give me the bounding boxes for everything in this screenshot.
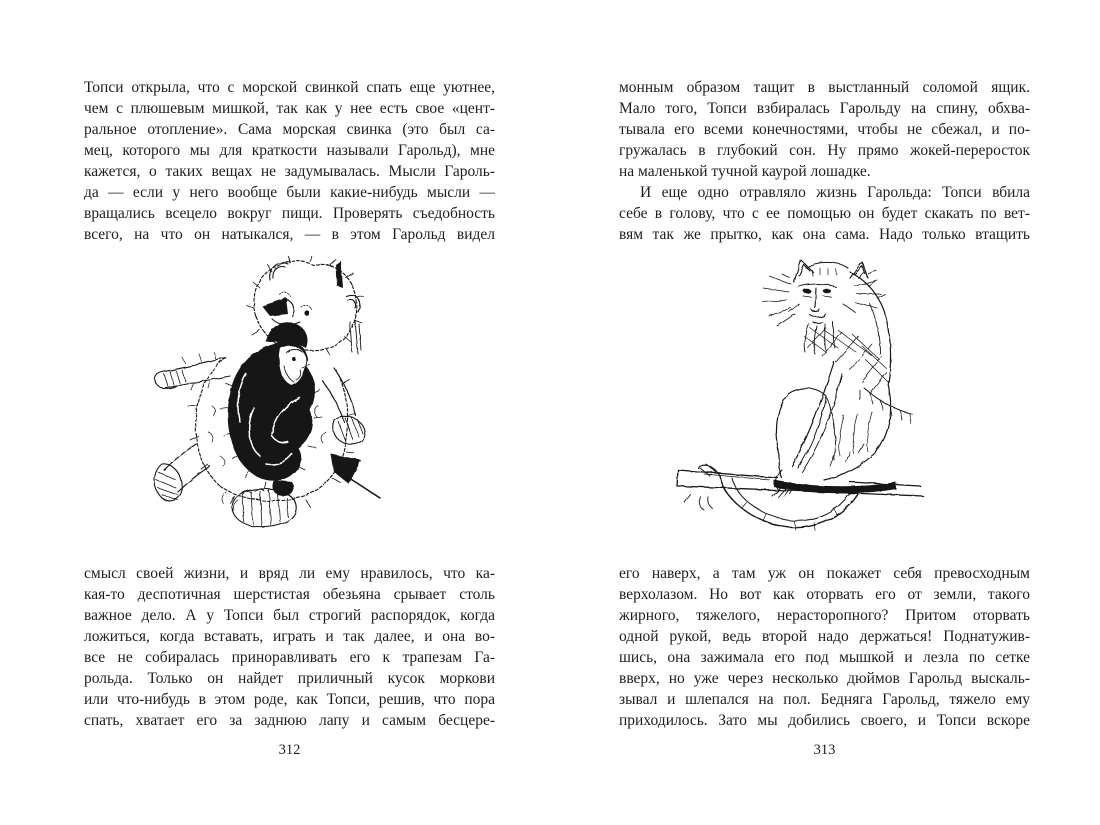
text-line: Топси открыла, что с морской свинкой спать еще уютнее, <box>84 79 495 96</box>
text-line: важное дело. А у Топси был строгий распорядок, когда <box>84 607 495 624</box>
illustration-monkey-teddy <box>150 256 384 540</box>
monkey-teddy-drawing <box>150 256 384 540</box>
text-line: чем с плюшевым мишкой, так как у нее есть свое «цент- <box>84 100 495 117</box>
sleeping-monkey-drawing <box>220 322 322 496</box>
text-line: верхолазом. Но вот как оторвать его от земли, такого <box>619 586 1030 603</box>
text-line: ложиться, когда вставать, играть и так далее, и она во- <box>84 628 495 645</box>
text-line: вверх, но уже через несколько дюймов Гарольд выскаль- <box>619 670 1030 687</box>
right-page-number: 313 <box>813 742 836 758</box>
text-line: гружалась в глубокий сон. Ну прямо жокей-переросток <box>619 142 1030 159</box>
text-line: ральное отопление». Сама морская свинка (это был са- <box>84 121 495 138</box>
text-line: жирного, тяжелого, нерасторопного? Притом оторвать <box>619 607 1030 624</box>
text-line: вям так же прытко, как она сама. Надо только втащить <box>619 226 1030 243</box>
text-line: зывал и шлепался на пол. Бедняга Гарольд, тяжело ему <box>619 691 1030 708</box>
sitting-monkey-drawing <box>698 260 912 530</box>
text-line: или что-нибудь в этом роде, как Топси, решив, что пора <box>84 691 495 708</box>
left-bottom-paragraph <box>84 563 495 731</box>
text-line: кая-то деспотичная шерстистая обезьяна срывает столь <box>84 586 495 603</box>
text-line: тывала его всеми конечностями, чтобы не сбежал, и по- <box>619 121 1030 138</box>
text-line: все не собиралась приноравливать его к трапезам Га- <box>84 649 495 666</box>
text-line: его наверх, а там уж он покажет себя превосходным <box>619 565 1030 582</box>
text-line: приходилось. Зато мы добились своего, и Топси вскоре <box>619 712 1030 729</box>
text-line: вращались всецело вокруг пищи. Проверять съедобность <box>84 205 495 222</box>
text-line: рольда. Только он найдет приличный кусок моркови <box>84 670 495 687</box>
text-line: да — если у него вообще были какие-нибудь мысли — <box>84 184 495 201</box>
left-page-number: 312 <box>278 742 301 758</box>
monkey-perch-drawing <box>674 254 928 540</box>
text-line: мец, которого мы для краткости называли Гарольд), мне <box>84 142 495 159</box>
right-top-paragraph <box>619 77 1030 245</box>
left-top-paragraph <box>84 77 495 245</box>
text-line: И еще одно отравляло жизнь Гарольда: Топси вбила <box>640 184 1030 201</box>
text-line: кажется, о таких вещах не задумывалась. Мысли Гароль- <box>84 163 495 180</box>
text-line: себе в голову, что с ее помощью он будет скакать по вет- <box>619 205 1030 222</box>
illustration-monkey-perch <box>674 254 928 540</box>
right-bottom-paragraph <box>619 563 1030 731</box>
text-line: смысл своей жизни, и вряд ли ему нравилось, что ка- <box>84 565 495 582</box>
text-line: одной рукой, ведь второй надо держаться! Поднатужив- <box>619 628 1030 645</box>
text-line: спать, хватает его за заднюю лапу и самым бесцере- <box>84 712 495 729</box>
text-line: шись, она зажимала его под мышкой и лезла по сетке <box>619 649 1030 666</box>
text-line: монным образом тащит в выстланный соломой ящик. <box>619 79 1030 96</box>
text-line: на маленькой тучной каурой лошадке. <box>619 163 871 180</box>
text-line: всего, на что он натыкался, — в этом Гарольд видел <box>84 226 495 243</box>
text-line: Мало того, Топси взбиралась Гарольду на спину, обхва- <box>619 100 1030 117</box>
